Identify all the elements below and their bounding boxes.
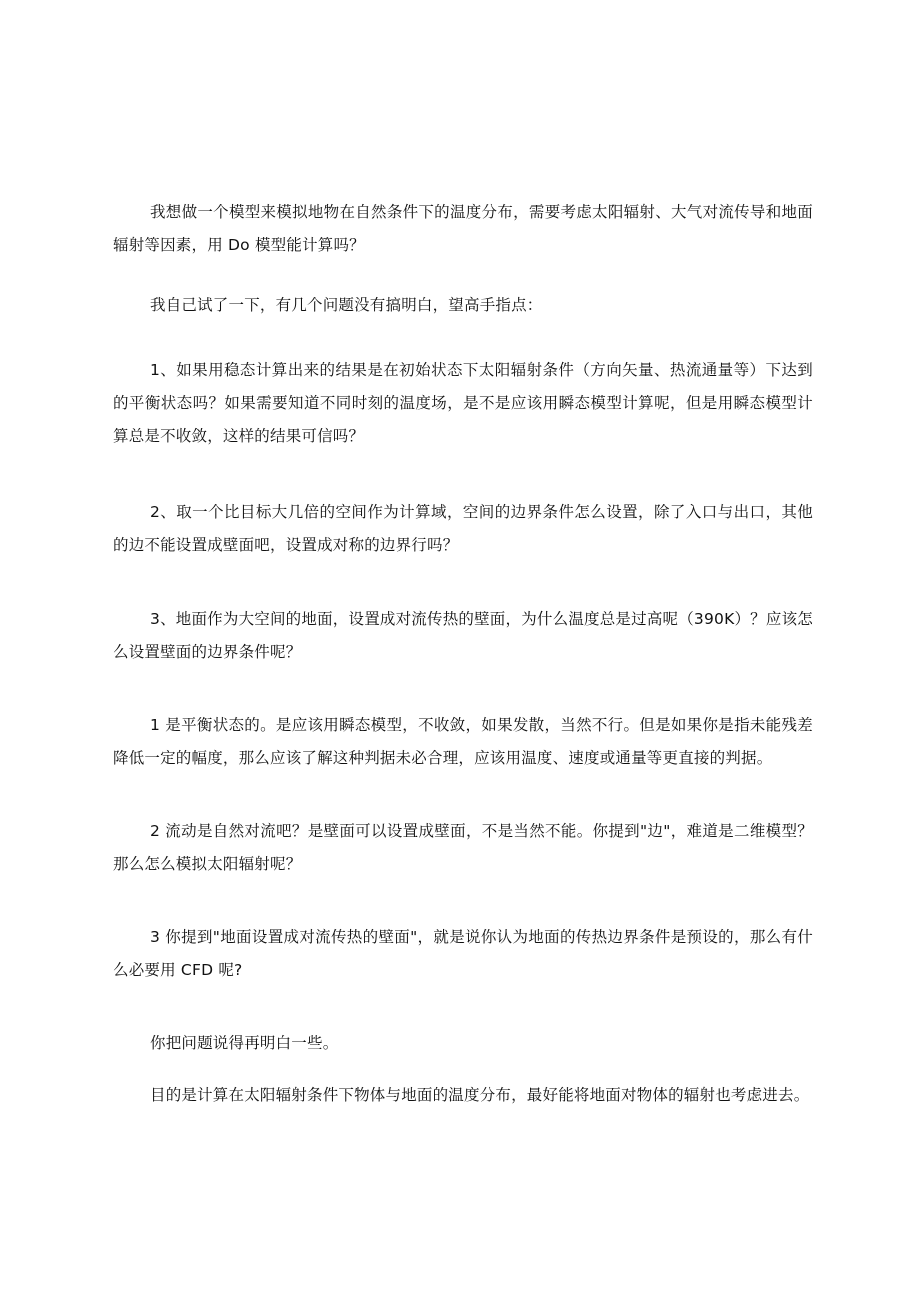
paragraph-answer-3: 3 你提到"地面设置成对流传热的壁面"，就是说你认为地面的传热边界条件是预设的，那么有什么必要用 CFD 呢? — [113, 928, 813, 979]
paragraph-request-help: 我自己试了一下，有几个问题没有搞明白，望高手指点： — [150, 296, 543, 314]
paragraph-answer-2: 2 流动是自然对流吧？是壁面可以设置成壁面，不是当然不能。你提到"边"，难道是二维模型？那么怎么模拟太阳辐射呢？ — [113, 822, 813, 873]
paragraph-question-intro: 我想做一个模型来模拟地物在自然条件下的温度分布，需要考虑太阳辐射、大气对流传导和地面辐射等因素，用 Do 模型能计算吗？ — [113, 203, 813, 254]
paragraph-answer-1: 1 是平衡状态的。是应该用瞬态模型，不收敛，如果发散，当然不行。但是如果你是指未能残差降低一定的幅度，那么应该了解这种判据未必合理，应该用温度、速度或通量等更直接的判据。 — [113, 716, 813, 767]
paragraph-question-2: 2、取一个比目标大几倍的空间作为计算域，空间的边界条件怎么设置，除了入口与出口，其他的边不能设置成壁面吧，设置成对称的边界行吗？ — [113, 503, 813, 554]
paragraph-question-1: 1、如果用稳态计算出来的结果是在初始状态下太阳辐射条件（方向矢量、热流通量等）下达到的平衡状态吗？如果需要知道不同时刻的温度场，是不是应该用瞬态模型计算呢，但是用瞬态模型计算总是不收敛，这样的结果可信吗？ — [113, 361, 813, 445]
paragraph-goal-statement: 目的是计算在太阳辐射条件下物体与地面的温度分布，最好能将地面对物体的辐射也考虑进去。 — [150, 1086, 810, 1104]
paragraph-clarify-request: 你把问题说得再明白一些。 — [150, 1034, 339, 1052]
paragraph-question-3: 3、地面作为大空间的地面，设置成对流传热的壁面，为什么温度总是过高呢（390K）？应该怎么设置壁面的边界条件呢？ — [113, 610, 813, 661]
